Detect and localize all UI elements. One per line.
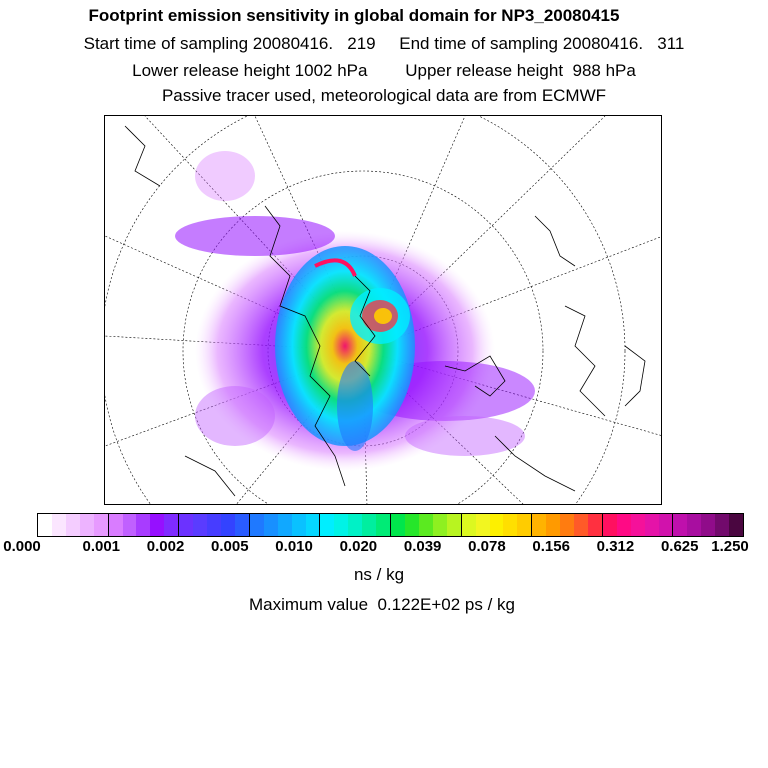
color-swatch bbox=[334, 514, 348, 536]
color-scale-tick-label: 0.010 bbox=[275, 538, 313, 555]
color-swatch bbox=[715, 514, 729, 536]
sampling-time-line: Start time of sampling 20080416. 219 End time of sampling 20080416. 311 bbox=[83, 34, 685, 53]
color-swatch bbox=[517, 514, 531, 536]
color-scale-tick-label: 0.005 bbox=[211, 538, 249, 555]
color-swatch bbox=[94, 514, 108, 536]
color-swatch bbox=[490, 514, 504, 536]
color-scale-tick-label: 0.078 bbox=[468, 538, 506, 555]
color-swatch bbox=[150, 514, 164, 536]
color-scale-tick-label: 0.020 bbox=[339, 538, 378, 555]
color-swatch bbox=[108, 514, 123, 536]
color-scale-bar bbox=[37, 513, 744, 537]
color-swatch bbox=[645, 514, 659, 536]
color-swatch bbox=[631, 514, 645, 536]
polar-map bbox=[105, 116, 662, 505]
color-scale-tick-label: 0.002 bbox=[146, 538, 185, 555]
color-swatch bbox=[617, 514, 631, 536]
color-swatch bbox=[164, 514, 178, 536]
color-swatch bbox=[80, 514, 94, 536]
color-swatch bbox=[136, 514, 150, 536]
color-swatch bbox=[235, 514, 249, 536]
color-swatch bbox=[390, 514, 405, 536]
color-swatch bbox=[503, 514, 517, 536]
color-swatch bbox=[419, 514, 433, 536]
color-swatch bbox=[292, 514, 306, 536]
color-swatch bbox=[659, 514, 673, 536]
color-swatch bbox=[461, 514, 476, 536]
color-scale-tick-label: 1.250 bbox=[711, 538, 749, 555]
color-swatch bbox=[476, 514, 490, 536]
color-scale-ticks bbox=[0, 538, 768, 558]
color-swatch bbox=[376, 514, 390, 536]
map-panel bbox=[104, 115, 662, 505]
color-swatch bbox=[52, 514, 66, 536]
color-swatch bbox=[319, 514, 334, 536]
tracer-info-line: Passive tracer used, meteorological data are from ECMWF bbox=[161, 86, 607, 105]
color-swatch bbox=[362, 514, 376, 536]
color-swatch bbox=[560, 514, 574, 536]
color-swatch bbox=[123, 514, 137, 536]
color-swatch bbox=[602, 514, 617, 536]
color-swatch bbox=[264, 514, 278, 536]
color-swatch bbox=[588, 514, 602, 536]
color-swatch bbox=[249, 514, 264, 536]
color-scale-tick-label: 0.000 bbox=[3, 538, 41, 555]
color-swatch bbox=[433, 514, 447, 536]
color-scale-tick-label: 0.625 bbox=[660, 538, 699, 555]
color-swatch bbox=[687, 514, 701, 536]
color-swatch bbox=[66, 514, 80, 536]
color-swatch bbox=[574, 514, 588, 536]
color-swatch bbox=[672, 514, 687, 536]
color-swatch bbox=[193, 514, 207, 536]
color-scale-tick-label: 0.156 bbox=[532, 538, 570, 555]
color-scale-tick-label: 0.039 bbox=[403, 538, 442, 555]
color-swatch bbox=[531, 514, 546, 536]
color-swatch bbox=[447, 514, 461, 536]
release-height-line: Lower release height 1002 hPa Upper release height 988 hPa bbox=[132, 61, 636, 80]
color-swatch bbox=[178, 514, 193, 536]
color-scale-tick-label: 0.001 bbox=[82, 538, 121, 555]
color-swatch bbox=[729, 514, 743, 536]
color-swatch bbox=[348, 514, 362, 536]
color-swatch bbox=[306, 514, 320, 536]
color-swatch bbox=[221, 514, 235, 536]
color-swatch bbox=[38, 514, 52, 536]
unit-label: ns / kg bbox=[353, 565, 405, 584]
color-swatch bbox=[546, 514, 560, 536]
color-swatch bbox=[701, 514, 715, 536]
color-swatch bbox=[405, 514, 419, 536]
color-swatch bbox=[207, 514, 221, 536]
color-swatch bbox=[278, 514, 292, 536]
maximum-value-label: Maximum value 0.122E+02 ps / kg bbox=[249, 595, 515, 614]
map-title: Footprint emission sensitivity in global domain for NP3_20080415 bbox=[88, 6, 620, 25]
color-scale-tick-label: 0.312 bbox=[596, 538, 635, 555]
